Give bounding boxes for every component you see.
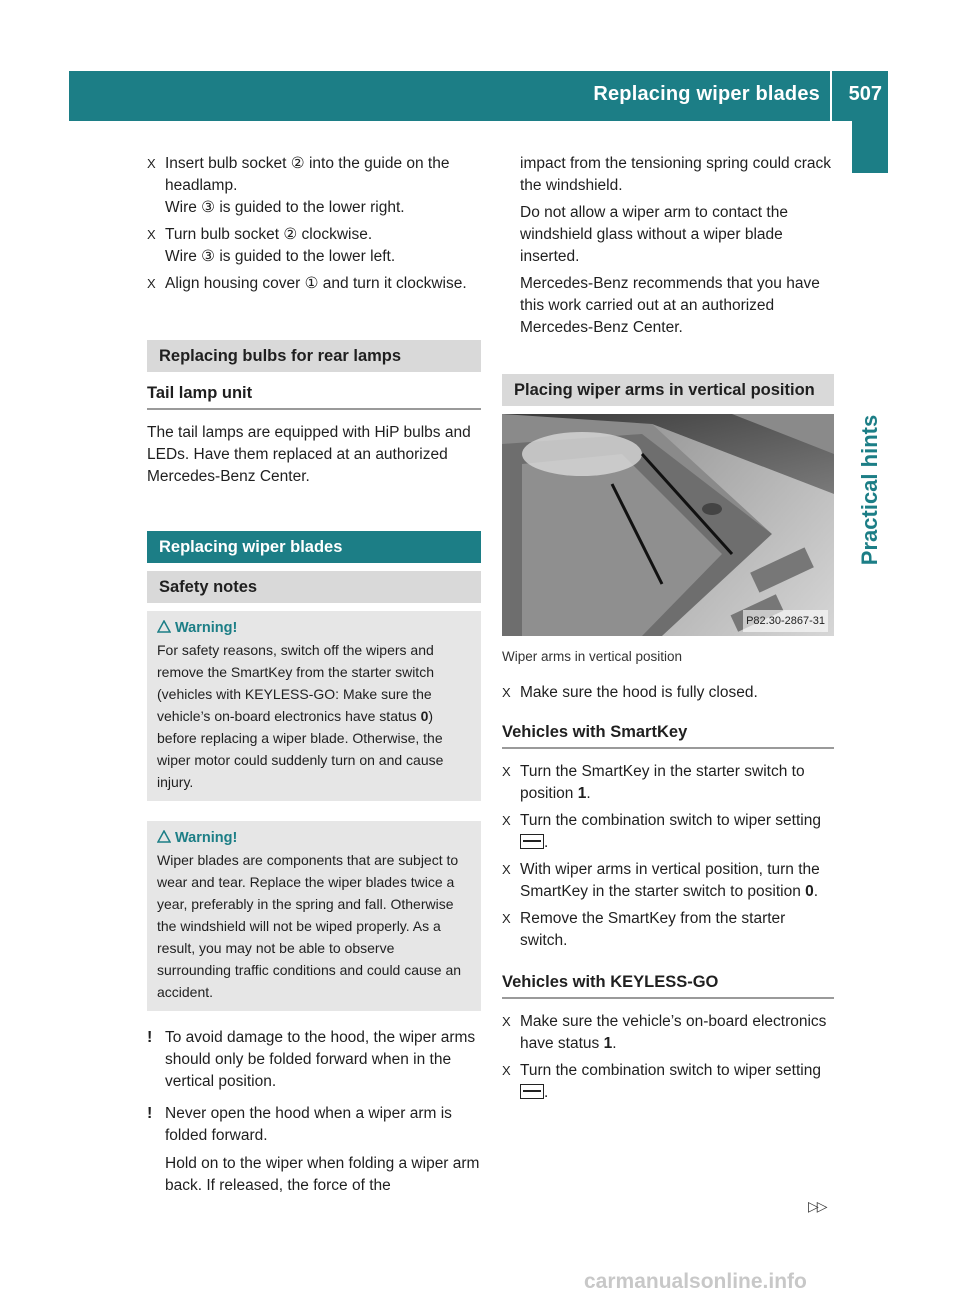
notice-hood-damage: ! To avoid damage to the hood, the wiper arms should only be folded forward when in the vertical position.	[147, 1029, 476, 1090]
step-remove-smartkey: X Remove the SmartKey from the starter switch.	[502, 910, 786, 949]
keyless-go-heading: Vehicles with KEYLESS-GO	[502, 971, 834, 999]
warning-text: Wiper blades are components that are subject to wear and tear. Replace the wiper blades twice a year, preferably in the spring and fall. Otherwise the windshield will not be wiped properly. As a result, you may not be able to observe surrounding traffic conditions and could cause an accident.	[157, 852, 462, 1000]
warning-triangle-icon	[157, 620, 171, 633]
step-insert-socket: X Insert bulb socket ② into the guide on the headlamp. Wire ③ is guided to the lower right.	[147, 155, 450, 216]
wiper-setting-icon	[520, 1084, 544, 1099]
vertical-position-heading: Placing wiper arms in vertical position	[502, 374, 834, 406]
step-marker: X	[502, 1063, 511, 1078]
tail-lamp-text: The tail lamps are equipped with HiP bulbs and LEDs. Have them replaced at an authorized Mercedes-Benz Center.	[147, 424, 471, 485]
step-smartkey-position-1: X Turn the SmartKey in the starter switch to position 1.	[502, 763, 805, 802]
left-column	[147, 153, 481, 1207]
warning-box-switch-off	[147, 611, 481, 801]
step-hood-closed: X Make sure the hood is fully closed.	[502, 682, 834, 704]
page-header	[69, 71, 888, 121]
notice-icon: !	[147, 1105, 153, 1122]
warning-title: Warning!	[157, 617, 471, 639]
continue-arrows-icon: ▷▷	[808, 1198, 826, 1214]
step-turn-socket: X Turn bulb socket ② clockwise. Wire ③ is guided to the lower left.	[147, 226, 396, 265]
step-marker: X	[502, 813, 511, 828]
side-tab-marker	[852, 121, 888, 173]
image-caption: Wiper arms in vertical position	[502, 649, 683, 664]
rear-lamps-heading: Replacing bulbs for rear lamps	[147, 340, 481, 372]
step-onboard-electronics: X Make sure the vehicle’s on-board electronics have status 1.	[502, 1013, 827, 1052]
step-marker: X	[502, 911, 511, 926]
warning-box-wear	[147, 821, 481, 1011]
step-marker: X	[502, 685, 511, 700]
step-smartkey-position-0: X With wiper arms in vertical position, turn the SmartKey in the starter switch to position 0.	[502, 861, 820, 900]
tail-lamp-heading: Tail lamp unit	[147, 382, 481, 410]
wiper-arms-photo	[502, 414, 834, 636]
right-column	[502, 153, 834, 1109]
step-keyless-wiper-setting: X Turn the combination switch to wiper setting .	[502, 1062, 821, 1101]
step-marker: X	[147, 276, 156, 291]
step-marker: X	[147, 227, 156, 242]
step-marker: X	[502, 1014, 511, 1029]
watermark: carmanualsonline.info	[584, 1270, 807, 1293]
step-marker: X	[502, 862, 511, 877]
safety-notes-heading: Safety notes	[147, 571, 481, 603]
notice-open-hood: ! Never open the hood when a wiper arm is folded forward. Hold on to the wiper when folding a wiper arm back. If released, the force of the	[147, 1105, 480, 1194]
warning-text: For safety reasons, switch off the wipers and remove the SmartKey from the starter switch (vehicles with KEYLESS-GO: Make sure the vehicle’s on-board electronics have status 0) before replacing a wiper blade. Otherwise, the wiper motor could suddenly turn on and cause injury.	[157, 642, 444, 790]
continued-text-1: impact from the tensioning spring could crack the windshield.	[520, 155, 832, 194]
smartkey-heading: Vehicles with SmartKey	[502, 721, 834, 749]
continued-text-2: Do not allow a wiper arm to contact the windshield glass without a wiper blade inserted.	[520, 204, 788, 265]
header-title: Replacing wiper blades	[593, 83, 820, 105]
car-windshield-illustration	[502, 414, 834, 636]
side-tab-label: Practical hints	[857, 414, 882, 566]
step-align-cover: X Align housing cover ① and turn it clockwise.	[147, 273, 481, 295]
page-number: 507	[848, 83, 882, 105]
notice-icon: !	[147, 1029, 153, 1046]
step-marker: X	[502, 764, 511, 779]
step-marker: X	[147, 156, 156, 171]
wiper-blades-heading: Replacing wiper blades	[147, 531, 481, 563]
header-divider	[830, 71, 832, 121]
step-wiper-setting: X Turn the combination switch to wiper setting .	[502, 812, 821, 851]
continued-text-3: Mercedes-Benz recommends that you have this work carried out at an authorized Mercedes-Benz Center.	[520, 275, 820, 336]
wiper-setting-icon	[520, 834, 544, 849]
warning-title: Warning!	[157, 827, 471, 849]
warning-triangle-icon	[157, 830, 171, 843]
image-code: P82.30-2867-31	[743, 610, 828, 632]
